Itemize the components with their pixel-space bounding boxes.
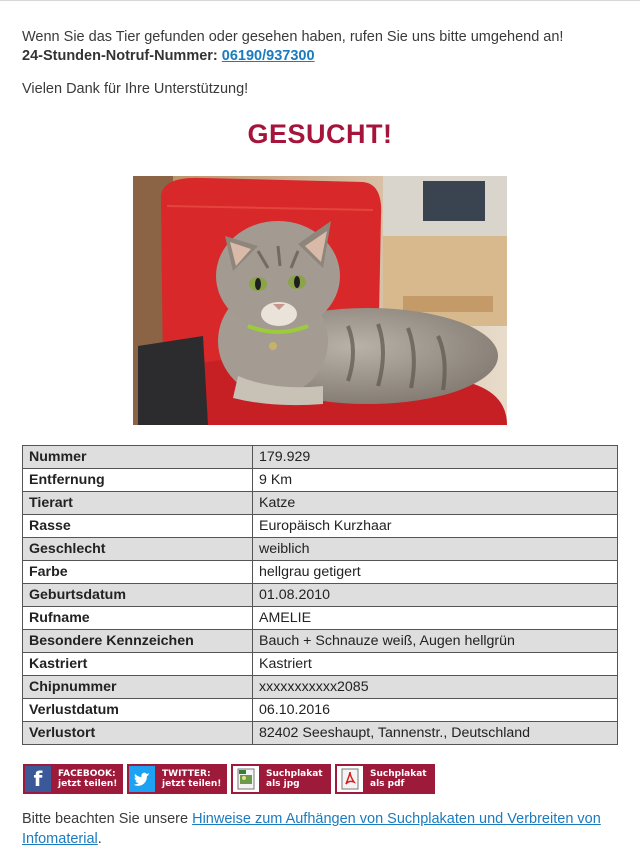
- intro-line: Wenn Sie das Tier gefunden oder gesehen haben, rufen Sie uns bitte umgehend an!: [22, 29, 564, 45]
- detail-row: [23, 676, 618, 699]
- detail-label: Farbe: [23, 561, 253, 584]
- detail-row: [23, 630, 618, 653]
- detail-row: [23, 515, 618, 538]
- footer-note: [22, 809, 622, 849]
- detail-value: Katze: [253, 492, 618, 515]
- detail-row: [23, 561, 618, 584]
- poster-hints-link[interactable]: Hinweise zum Aufhängen von Suchplakaten und Verbreiten von Infomaterial: [22, 811, 601, 847]
- detail-row: [23, 469, 618, 492]
- twitter-icon: [129, 766, 155, 792]
- detail-label: Rufname: [23, 607, 253, 630]
- hotline-number-link[interactable]: 06190/937300: [221, 48, 315, 64]
- detail-label: Kastriert: [23, 653, 253, 676]
- hotline-label: 24-Stunden-Notruf-Nummer:: [22, 48, 218, 64]
- twitter-share-button[interactable]: [127, 764, 227, 794]
- detail-row: [23, 607, 618, 630]
- footer-prefix: Bitte beachten Sie unsere: [22, 811, 193, 827]
- page-title: GESUCHT!: [247, 119, 393, 149]
- poster-jpg-button[interactable]: [231, 764, 331, 794]
- detail-label: Entfernung: [23, 469, 253, 492]
- pdf-file-icon: [337, 766, 363, 792]
- detail-label: Besondere Kennzeichen: [23, 630, 253, 653]
- image-file-icon: [233, 766, 259, 792]
- poster-jpg-line1: Suchplakat: [266, 769, 323, 779]
- thanks-text: Vielen Dank für Ihre Unterstützung!: [22, 81, 249, 97]
- detail-value: AMELIE: [253, 607, 618, 630]
- poster-pdf-line1: Suchplakat: [370, 769, 427, 779]
- twitter-share-line1: TWITTER:: [162, 769, 211, 779]
- detail-row: [23, 722, 618, 745]
- detail-value: Europäisch Kurzhaar: [253, 515, 618, 538]
- detail-value: 06.10.2016: [253, 699, 618, 722]
- detail-label: Rasse: [23, 515, 253, 538]
- poster-pdf-line2: als pdf: [370, 779, 405, 789]
- detail-row: [23, 699, 618, 722]
- detail-row: [23, 538, 618, 561]
- intro-text: [22, 28, 622, 66]
- detail-value: Bauch + Schnauze weiß, Augen hellgrün: [253, 630, 618, 653]
- detail-value: 82402 Seeshaupt, Tannenstr., Deutschland: [253, 722, 618, 745]
- detail-row: [23, 584, 618, 607]
- detail-value: 9 Km: [253, 469, 618, 492]
- cat-photo: [133, 176, 507, 425]
- facebook-share-line1: FACEBOOK:: [58, 769, 116, 779]
- detail-value: hellgrau getigert: [253, 561, 618, 584]
- detail-label: Nummer: [23, 446, 253, 469]
- poster-pdf-button[interactable]: [335, 764, 435, 794]
- detail-row: [23, 653, 618, 676]
- detail-value: xxxxxxxxxxx2085: [253, 676, 618, 699]
- top-divider: [0, 0, 640, 1]
- footer-suffix: .: [97, 831, 102, 847]
- detail-value: weiblich: [253, 538, 618, 561]
- facebook-share-button[interactable]: [23, 764, 123, 794]
- details-table: [22, 445, 618, 745]
- detail-label: Verlustdatum: [23, 699, 253, 722]
- twitter-share-line2: jetzt teilen!: [162, 779, 222, 789]
- facebook-icon: f: [25, 766, 51, 792]
- detail-label: Geschlecht: [23, 538, 253, 561]
- poster-jpg-line2: als jpg: [266, 779, 300, 789]
- detail-label: Verlustort: [23, 722, 253, 745]
- detail-label: Chipnummer: [23, 676, 253, 699]
- detail-label: Geburtsdatum: [23, 584, 253, 607]
- facebook-share-line2: jetzt teilen!: [58, 779, 118, 789]
- detail-row: [23, 492, 618, 515]
- detail-value: Kastriert: [253, 653, 618, 676]
- detail-label: Tierart: [23, 492, 253, 515]
- detail-value: 01.08.2010: [253, 584, 618, 607]
- detail-row: [23, 446, 618, 469]
- detail-value: 179.929: [253, 446, 618, 469]
